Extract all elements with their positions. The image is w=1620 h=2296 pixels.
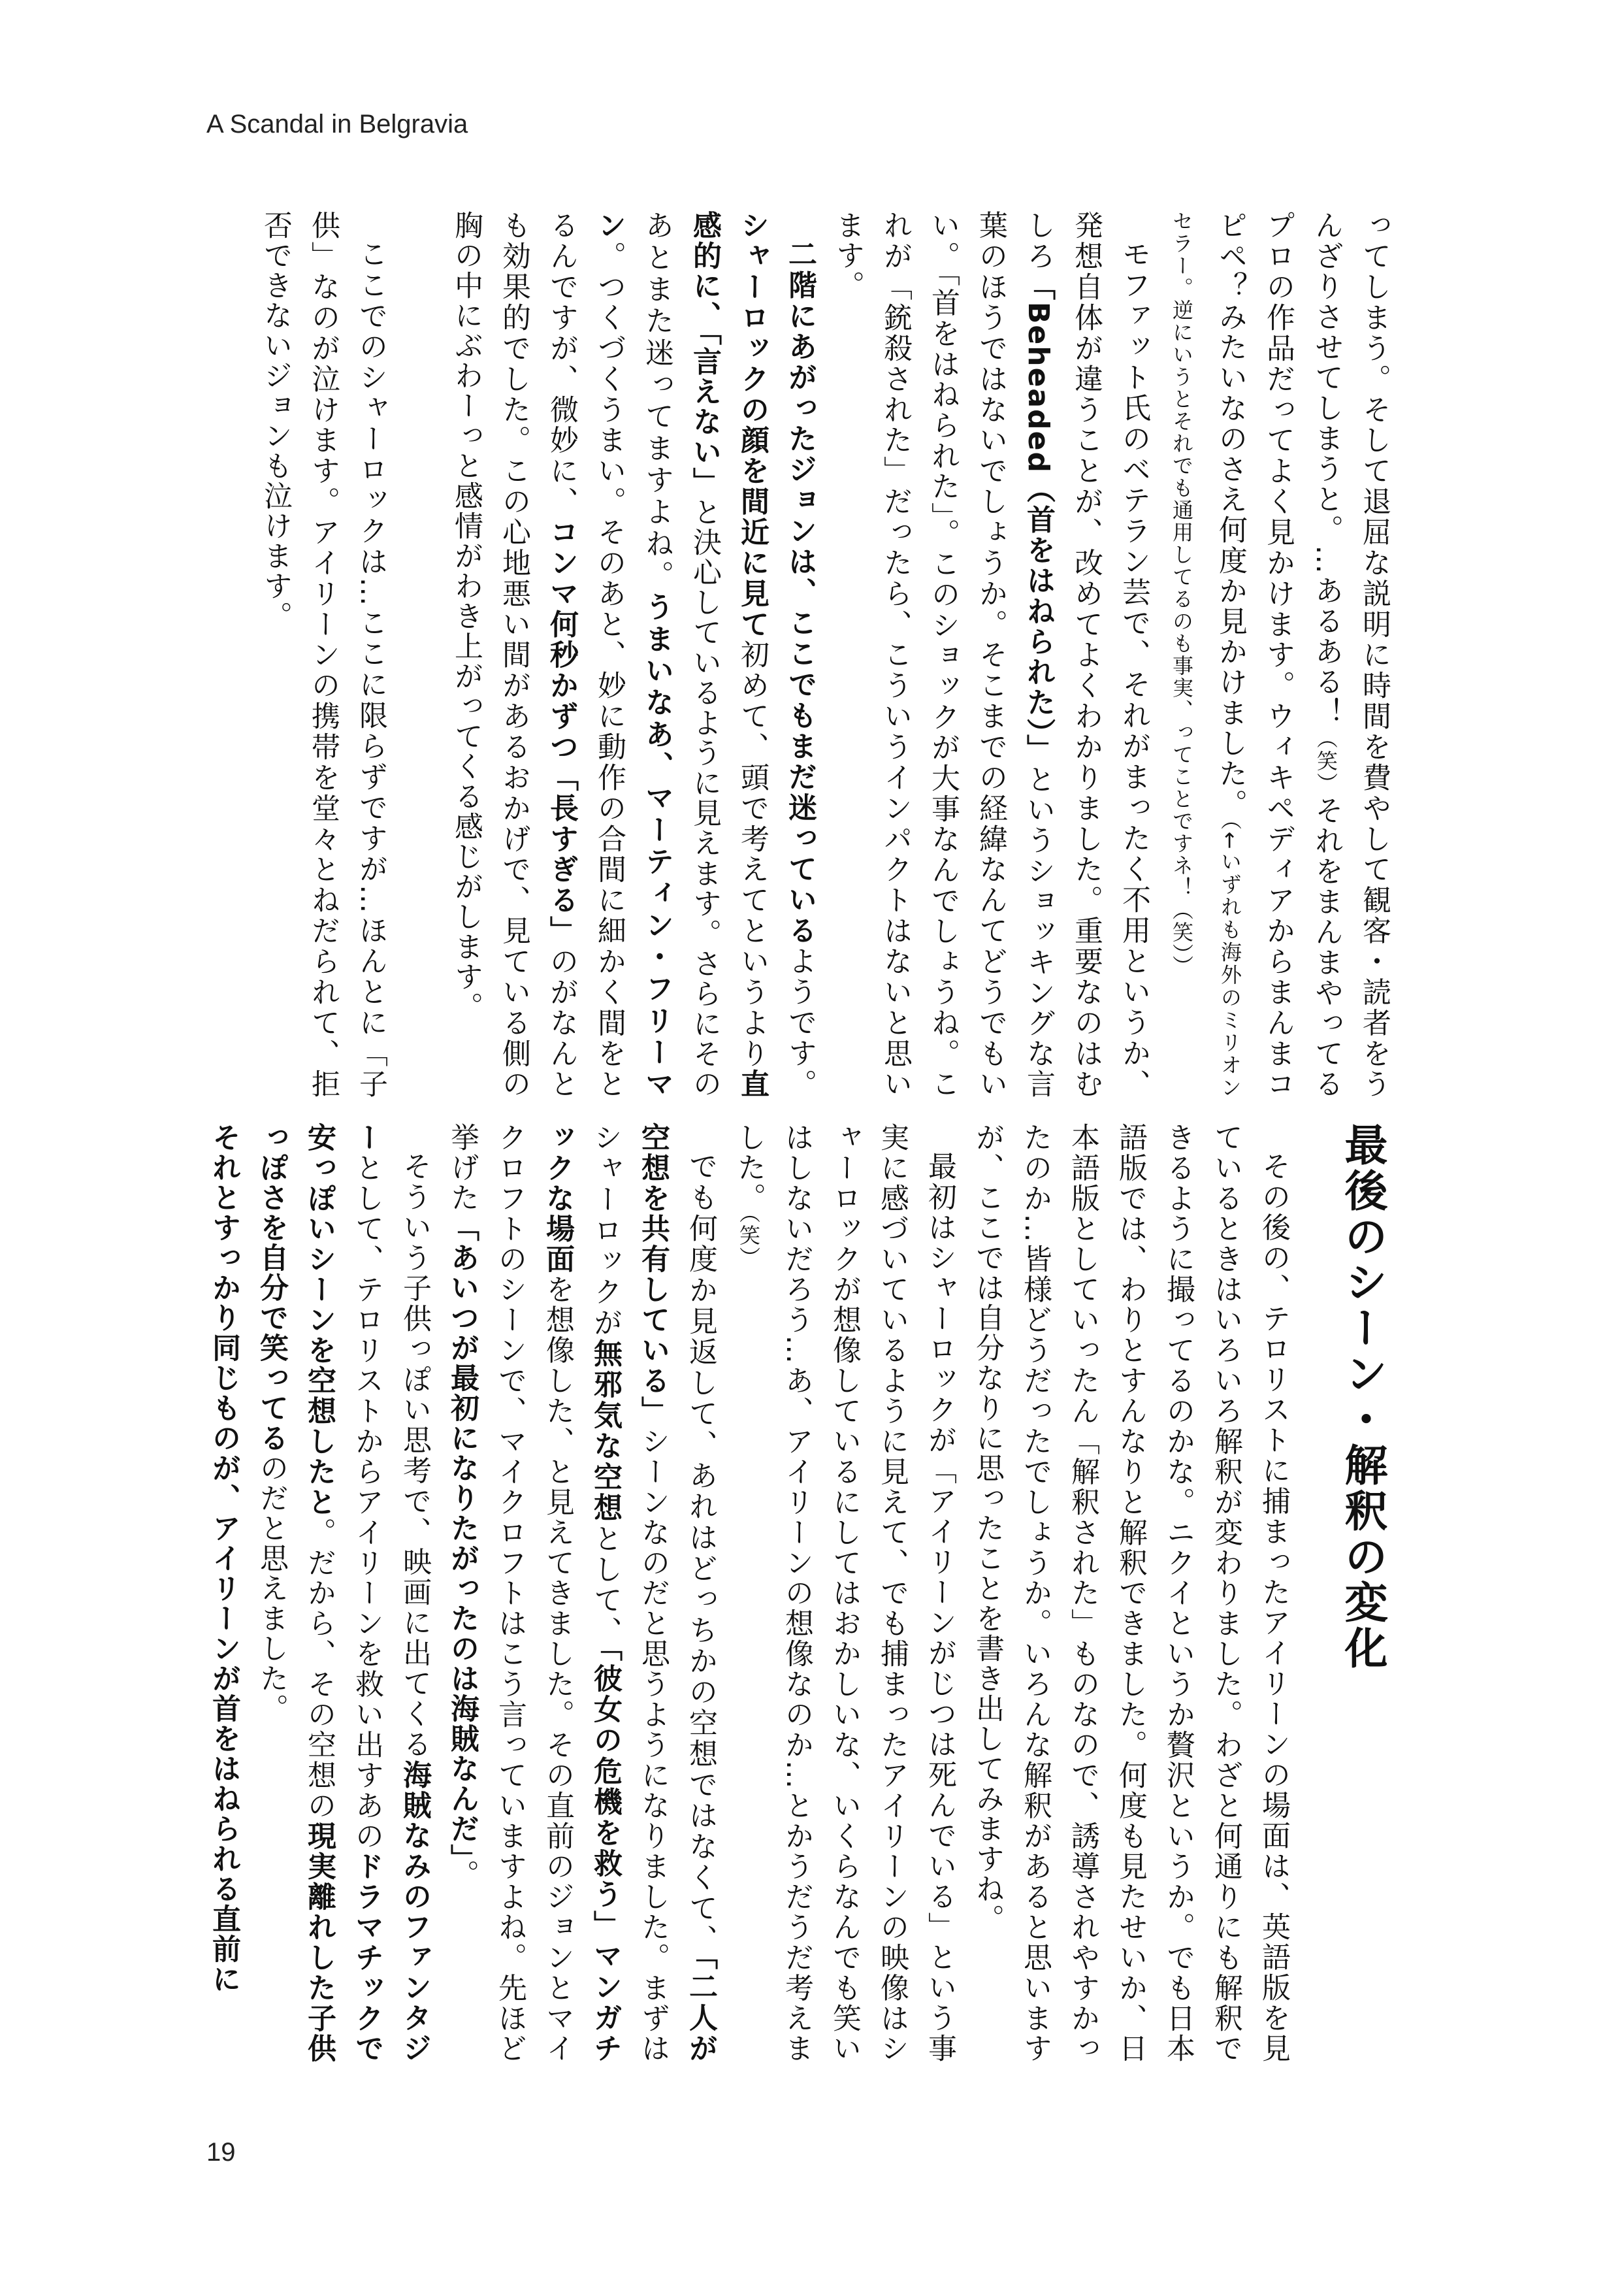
running-header: A Scandal in Belgravia — [206, 110, 468, 139]
text-run-small: （←いずれも海外のミリオンセラー。逆にいうとそれでも通用してるのも事実、ってことですネ！（笑）） — [1169, 210, 1242, 1100]
text-run-bold: 無邪気な空想 — [589, 1338, 622, 1524]
paragraph — [248, 1123, 438, 2063]
text-run: その後の、テロリストに捕まったアイリーンの場面は、英語版を見ているときはいろいろ解釈が変わりました。わざと何通りにも解釈できるように撮ってるのかな。ニクイというか贅沢というか。でも日本語版では、わりとすんなりと解釈できました。何度も見たせいか、日本語版としていったん「解釈された」ものなので、誘導されやすかったのか…皆様どうだったでしょうか。いろんな解釈があると思いますが、ここでは自分なりに思ったことを書き出してみますね。 — [971, 1123, 1290, 2063]
text-run: ここでのシャーロックは…ここに限らずですが…ほんとに「子供」なのが泣けます。アイリーンの携帯を堂々とねだられて、拒否できないジョンも泣けます。 — [259, 210, 387, 1099]
text-run-small: （笑） — [1314, 727, 1338, 796]
text-run: というショッキングな言葉のほうではないでしょうか。そこまでの経緯なんてどうでもいい。「首をはねられた」。このショックが大事なんでしょうね。これが「銃殺された」だったら、こういうインパクトはないと思います。 — [831, 210, 1055, 1099]
text-run-bold: 「Beheaded（首をはねられた）」 — [1022, 271, 1055, 764]
text-run: 初めて、頭で考えてというより — [736, 640, 769, 1070]
text-run-bold: 「二人が空想を共有している」 — [636, 1123, 717, 2064]
text-run-bold: 「彼女の危機を救う」マンガチックな場面 — [541, 1123, 622, 2064]
paragraph — [724, 1123, 964, 2063]
upper-text-column — [235, 210, 1398, 1099]
text-run: 。つくづくうまい。そのあと、妙に動作の合間に細かく間をとるんですが、微妙に、 — [545, 210, 626, 1100]
text-run: そういう子供っぽい思考で、映画に出てくる — [398, 1151, 431, 1760]
text-run: 。だから、その空想の — [302, 1517, 336, 1821]
paragraph — [200, 1123, 248, 2063]
lower-text-column — [207, 1123, 1398, 2064]
text-run: のがなんとも効果的でした。この心地悪い間があるおかげで、見ている側の胸の中にぶわーっと感情がわき上がってくる感じがします。 — [449, 210, 578, 1100]
text-run: ようです。 — [783, 945, 817, 1100]
paragraph — [964, 1123, 1297, 2063]
text-run-bold: それとすっかり同じものが、アイリーンが首をはねられる直前に — [207, 1123, 240, 1994]
text-run: モファット氏のベテラン芸で、それがまったく不用というか、発想自体が違うことが、改めてよくわかりました。重要なのはむしろ — [1022, 210, 1150, 1099]
paragraph — [442, 210, 824, 1099]
paragraph — [1158, 210, 1398, 1099]
text-run-bold: コンマ何秒かずつ「長すぎる」 — [545, 517, 578, 947]
text-run-bold: 二階にあがったジョンは、ここでもまだ迷っている — [783, 239, 817, 946]
text-run: シーンなのだと思うようになりました。まずはシャーロックが — [589, 1123, 670, 2064]
text-run: と決心しているように見えます。さらにそのあとまた迷ってますよね。 — [640, 210, 721, 1100]
text-run-bold: シャーロックの顔を間近に見て — [736, 210, 769, 640]
text-run-bold: 現実離れした子供っぽさを自分で笑ってる — [255, 1123, 336, 2064]
text-run-small: （笑） — [736, 1213, 761, 1269]
text-run: 。 — [446, 1860, 479, 1890]
text-run-bold: 直感的に、「言えない」 — [688, 210, 769, 1100]
page-number: 19 — [206, 2138, 236, 2167]
paragraph — [438, 1123, 724, 2063]
text-run: でも何度か見返して、あれはどっちかの空想ではなくて、 — [684, 1151, 717, 1956]
text-run-bold: 海賊なみのファンタジー — [350, 1123, 431, 2064]
text-run-bold: ドラマチックで安っぽいシーンを空想したと — [302, 1123, 383, 2064]
paragraph — [824, 210, 1158, 1099]
text-run-bold: うまいなあ、マーティン・フリーマン — [592, 210, 673, 1100]
paragraph — [251, 210, 395, 1099]
text-run: それをまんまやってるプロの作品だってよく見かけます。ウィキペディアからまんまコピペ？みたいなのさえ何度か見かけました。 — [1214, 210, 1343, 1100]
text-run: として、テロリストからアイリーンを救い出すあの — [350, 1153, 383, 1852]
text-run: 最初はシャーロックが「アイリーンがじつは死んでいる」という事実に感づいているように見えて、でも捕まったアイリーンの映像はシャーロックが想像しているにしてはおかしいな、いくらなんでも笑いはしないだろう…あ、アイリーンの想像なのか…とかうだうだ考えました。 — [732, 1123, 956, 2064]
section-heading: 最後のシーン・解釈の変化 — [1337, 1123, 1387, 1671]
text-run: として、 — [589, 1523, 622, 1647]
text-run: を想像した、と見えてきました。その直前のジョンとマイクロフトのシーンで、マイクロフトはこう言っていますよね。先ほど挙げた — [446, 1123, 574, 2064]
text-run: ってしまう。そして退屈な説明に時間を費やして観客・読者をうんざりさせてしまうと。…あるある！ — [1310, 210, 1391, 1099]
text-run-bold: 「あいつが最初になりたがったのは海賊なんだ」 — [446, 1213, 479, 1860]
text-run: のだと思えました。 — [255, 1453, 288, 1724]
